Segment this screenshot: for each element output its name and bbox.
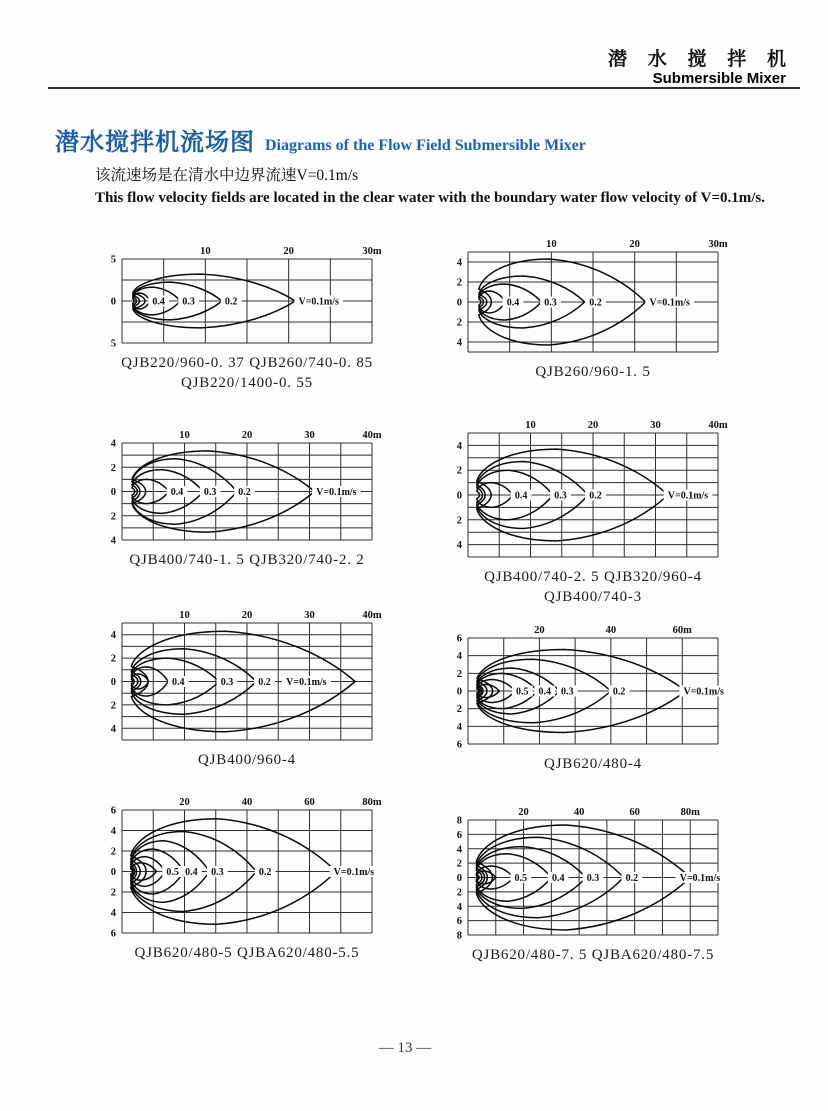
intro-text-english: This flow velocity fields are located in the clear water with the boundary water flow velocity of V=0.1m/s. [95,190,765,206]
chart-caption-line: QJB620/480-4 [544,756,642,772]
svg-text:4: 4 [110,630,116,642]
section-title-english: Diagrams of the Flow Field Submersible Mixer [265,137,586,154]
svg-text:2: 2 [110,511,116,523]
contour-velocity-label: 0.4 [185,867,198,878]
flow-field-plot [434,802,734,941]
contour-velocity-label: V=0.1m/s [667,490,709,502]
svg-text:2: 2 [456,668,462,680]
svg-text:0: 0 [456,686,462,698]
svg-text:5: 5 [110,254,116,266]
svg-text:10: 10 [200,246,211,257]
flow-field-chart-qjb400-740-15 [88,425,388,570]
brand-english: Submersible Mixer [652,69,786,87]
svg-text:30m: 30m [362,246,382,257]
svg-text:8: 8 [456,815,462,827]
flow-field-plot [88,241,388,349]
contour-velocity-label: 0.4 [538,686,552,698]
chart-captions [468,362,718,382]
svg-text:4: 4 [456,440,462,452]
contour-velocity-label: 0.3 [220,677,234,688]
svg-text:2: 2 [456,704,462,716]
contour-velocity-label: 0.4 [170,487,184,498]
svg-text:4: 4 [456,651,462,663]
svg-text:5: 5 [110,338,116,349]
svg-text:40: 40 [605,625,617,636]
contour-velocity-label: 0.3 [544,297,557,309]
contour-velocity-label: 0.4 [552,873,565,884]
svg-text:60m: 60m [672,625,692,636]
svg-text:40m: 40m [362,610,382,621]
contour-velocity-label: V=0.1m/s [286,677,327,688]
svg-text:40: 40 [573,807,585,818]
flow-field-chart-qjb260 [434,234,734,382]
chart-captions [122,550,372,570]
flow-field-chart-qjb620-480-5 [88,792,388,963]
chart-captions [122,353,372,394]
svg-text:20: 20 [534,625,545,636]
svg-text:0: 0 [456,490,462,502]
chart-caption-line: QJB260/960-1. 5 [535,364,651,380]
contour-velocity-label: 0.5 [514,873,528,884]
flow-field-svg [88,425,388,546]
svg-text:20: 20 [241,610,253,621]
svg-text:6: 6 [110,928,116,939]
svg-text:20: 20 [587,420,599,431]
contour-velocity-label: 0.5 [166,867,179,878]
svg-text:0: 0 [110,677,116,688]
chart-captions [468,945,718,965]
svg-text:2: 2 [456,858,462,870]
flow-field-svg [434,415,734,563]
contour-velocity-label: V=0.1m/s [683,686,724,698]
svg-text:8: 8 [456,930,462,941]
svg-text:0: 0 [110,296,116,308]
brand-block [607,49,794,87]
flow-field-svg [434,620,734,750]
svg-text:4: 4 [110,908,116,919]
svg-text:30: 30 [304,430,315,441]
svg-text:2: 2 [456,277,462,289]
section-title-chinese: 潜水搅拌机流场图 [55,129,255,156]
contour-velocity-label: 0.5 [516,686,529,698]
svg-text:10: 10 [525,420,536,431]
contour-velocity-label: V=0.1m/s [649,297,690,309]
contour-velocity-label: 0.4 [506,297,520,309]
svg-text:30m: 30m [708,239,728,250]
chart-caption-line: QJB220/960-0. 37 QJB260/740-0. 85 [121,355,373,371]
svg-text:40m: 40m [708,420,728,431]
contour-velocity-label: V=0.1m/s [679,873,721,884]
svg-text:4: 4 [110,438,116,450]
flow-field-svg [88,792,388,939]
chart-captions [468,754,718,774]
intro-text-chinese: 该流速场是在清水中边界流速V=0.1m/s [95,167,359,184]
flow-field-plot [434,234,734,358]
flow-field-svg [88,241,388,349]
contour-velocity-label: 0.3 [211,867,224,878]
chart-captions [122,943,372,963]
contour-velocity-label: 0.2 [625,873,639,884]
flow-field-svg [434,802,734,941]
contour-velocity-label: 0.2 [224,296,238,308]
flow-field-plot [434,415,734,563]
svg-text:6: 6 [456,829,462,841]
svg-text:20: 20 [241,430,253,441]
svg-text:0: 0 [110,487,116,498]
brand-chinese: 潜 水 搅 拌 机 [607,49,794,70]
contour-velocity-label: 0.4 [152,296,165,308]
svg-text:6: 6 [456,633,462,645]
flow-field-chart-qjb400-740-25 [434,415,734,608]
header-rule [48,87,800,89]
svg-text:4: 4 [456,901,462,913]
svg-text:2: 2 [110,700,116,712]
svg-text:30: 30 [304,610,315,621]
svg-text:10: 10 [179,610,190,621]
flow-field-plot [88,605,388,746]
chart-caption-line: QJB400/740-2. 5 QJB320/960-4 [484,569,702,585]
flow-field-plot [434,620,734,750]
contour-velocity-label: 0.2 [589,297,602,309]
chart-caption-line: QJB620/480-7. 5 QJBA620/480-7.5 [471,947,715,963]
svg-text:30: 30 [650,420,661,431]
contour-velocity-label: 0.4 [514,490,528,502]
flow-field-plot [88,425,388,546]
svg-text:10: 10 [546,239,557,250]
svg-text:2: 2 [110,462,116,474]
svg-text:4: 4 [456,844,462,856]
svg-text:60: 60 [629,807,640,818]
chart-caption-line: QJB220/1400-0. 55 [181,375,313,392]
svg-text:2: 2 [456,317,462,329]
svg-text:80m: 80m [680,807,700,818]
contour-velocity-label: V=0.1m/s [298,296,339,308]
svg-text:6: 6 [456,916,462,928]
page-number: — 13 — [378,1040,432,1056]
svg-text:2: 2 [110,653,116,665]
svg-text:0: 0 [456,297,462,309]
contour-velocity-label: 0.2 [238,487,251,498]
svg-text:4: 4 [456,337,462,349]
flow-field-chart-qjb400-960 [88,605,388,770]
contour-velocity-label: V=0.1m/s [316,487,357,498]
svg-text:2: 2 [456,515,462,527]
chart-caption-line: QJB620/480-5 QJBA620/480-5.5 [134,945,360,961]
svg-text:2: 2 [456,887,462,899]
chart-caption-line: QJB400/740-3 [544,589,642,606]
svg-text:4: 4 [456,540,462,552]
svg-text:20: 20 [179,797,190,808]
section-title [55,122,586,157]
svg-text:4: 4 [110,535,116,546]
svg-text:2: 2 [110,887,116,899]
chart-captions [122,750,372,770]
svg-text:0: 0 [456,873,462,884]
svg-text:2: 2 [456,465,462,477]
contour-velocity-label: 0.2 [589,490,602,502]
contour-velocity-label: 0.2 [612,686,626,698]
svg-text:6: 6 [110,805,116,817]
contour-velocity-label: 0.2 [258,677,271,688]
contour-velocity-label: 0.2 [258,867,272,878]
contour-velocity-label: 0.4 [172,677,185,688]
svg-text:6: 6 [456,739,462,750]
svg-text:80m: 80m [362,797,382,808]
svg-text:10: 10 [179,430,190,441]
svg-text:20: 20 [283,246,294,257]
chart-caption-line: QJB400/740-1. 5 QJB320/740-2. 2 [129,552,365,568]
svg-text:40: 40 [241,797,253,808]
flow-field-chart-qjb620-480-75 [434,802,734,965]
svg-text:60: 60 [304,797,315,808]
svg-text:4: 4 [456,721,462,733]
chart-captions [468,567,718,608]
flow-field-svg [88,605,388,746]
contour-velocity-label: V=0.1m/s [333,867,375,878]
svg-text:4: 4 [456,257,462,269]
contour-velocity-label: 0.3 [586,873,600,884]
svg-text:40m: 40m [362,430,382,441]
flow-field-chart-qjb620-480-4 [434,620,734,774]
flow-field-svg [434,234,734,358]
contour-velocity-label: 0.3 [182,296,195,308]
flow-field-plot [88,792,388,939]
flow-field-chart-qjb220 [88,241,388,394]
svg-text:4: 4 [110,723,116,735]
svg-text:4: 4 [110,826,116,837]
svg-text:20: 20 [629,239,640,250]
contour-velocity-label: 0.3 [203,487,217,498]
contour-velocity-label: 0.3 [561,686,574,698]
svg-text:2: 2 [110,846,116,858]
chart-caption-line: QJB400/960-4 [198,752,296,768]
svg-text:0: 0 [110,867,116,878]
svg-text:20: 20 [518,807,529,818]
contour-velocity-label: 0.3 [554,490,567,502]
